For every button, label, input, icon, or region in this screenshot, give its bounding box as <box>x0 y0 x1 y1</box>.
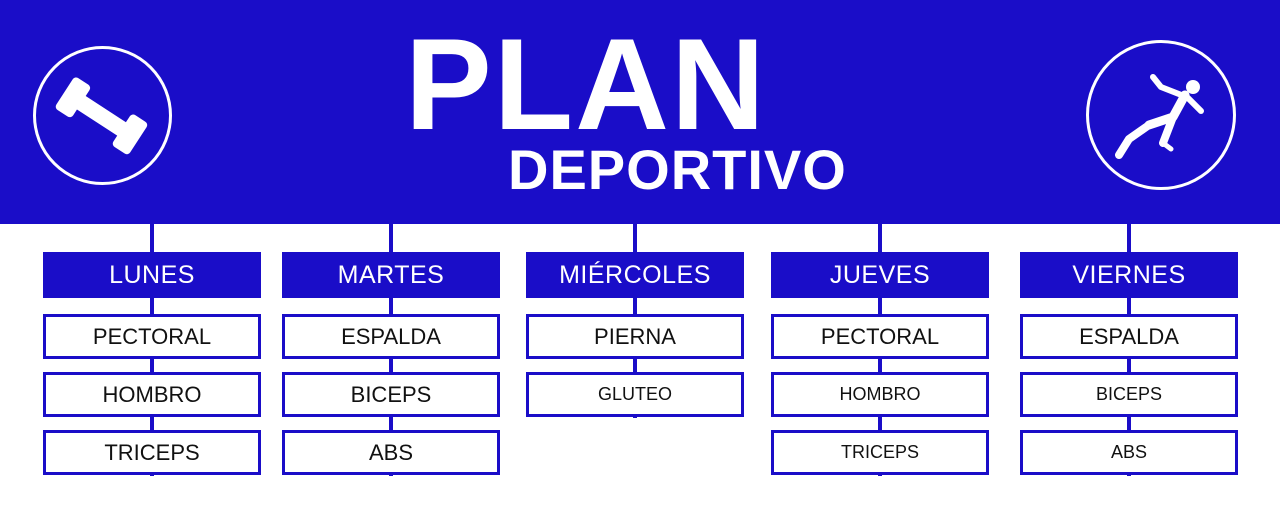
page-subtitle: DEPORTIVO <box>508 138 847 201</box>
day-header: LUNES <box>43 252 261 298</box>
day-header: MARTES <box>282 252 500 298</box>
day-header: MIÉRCOLES <box>526 252 744 298</box>
runner-icon <box>1089 43 1233 187</box>
dumbbell-icon <box>36 49 169 182</box>
dumbbell-icon-badge <box>33 46 172 185</box>
exercise-box: PECTORAL <box>43 314 261 359</box>
exercise-box: ABS <box>1020 430 1238 475</box>
exercise-box: TRICEPS <box>771 430 989 475</box>
day-header: VIERNES <box>1020 252 1238 298</box>
exercise-box: HOMBRO <box>43 372 261 417</box>
exercise-box: TRICEPS <box>43 430 261 475</box>
exercise-box: BICEPS <box>282 372 500 417</box>
header-banner <box>0 0 1280 224</box>
page-title: PLAN <box>405 11 767 157</box>
exercise-box: ABS <box>282 430 500 475</box>
exercise-box: ESPALDA <box>282 314 500 359</box>
exercise-box: ESPALDA <box>1020 314 1238 359</box>
runner-icon-badge <box>1086 40 1236 190</box>
exercise-box: PIERNA <box>526 314 744 359</box>
exercise-box: GLUTEO <box>526 372 744 417</box>
exercise-box: PECTORAL <box>771 314 989 359</box>
exercise-box: HOMBRO <box>771 372 989 417</box>
exercise-box: BICEPS <box>1020 372 1238 417</box>
day-header: JUEVES <box>771 252 989 298</box>
